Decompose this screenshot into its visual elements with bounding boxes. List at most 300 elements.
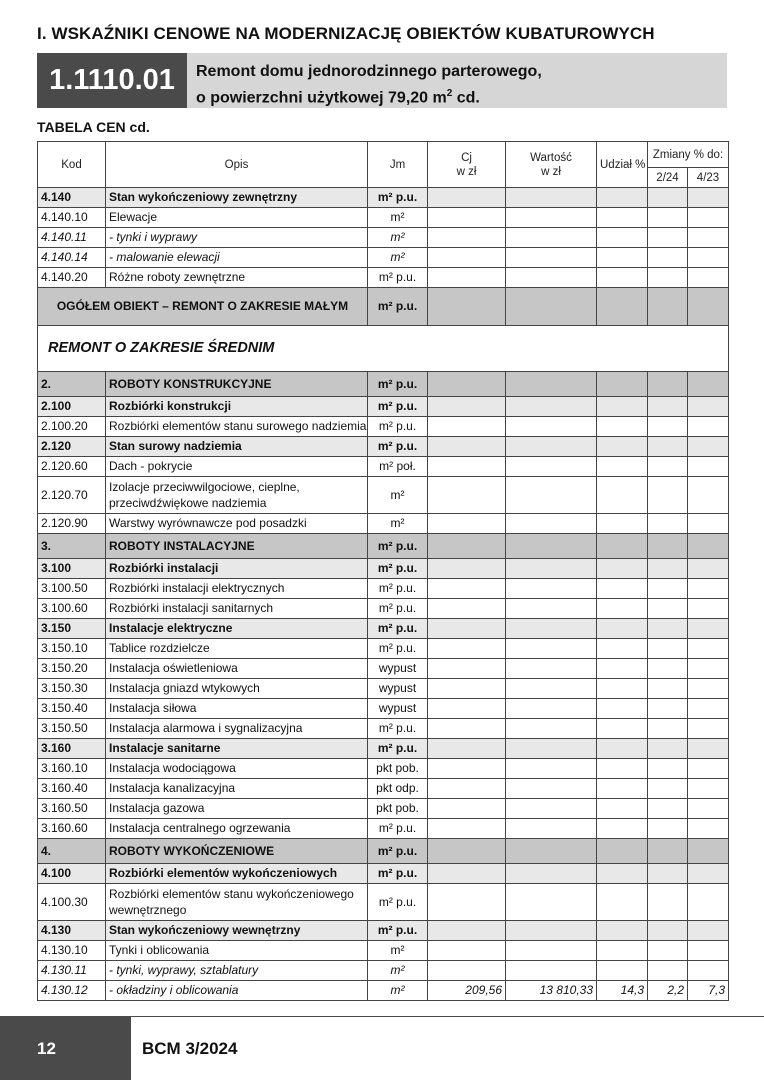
- cell-udzial: [597, 534, 648, 559]
- cell-z1: [648, 559, 688, 579]
- cell-cj: [428, 739, 506, 759]
- cell-kod: 3.150.20: [38, 659, 106, 679]
- table-row: [38, 248, 729, 268]
- cell-cj: [428, 921, 506, 941]
- cell-opis: Instalacje elektryczne: [106, 619, 368, 639]
- cell-wartosc: [506, 719, 597, 739]
- cell-opis: - tynki, wyprawy, sztablatury: [106, 961, 368, 981]
- cell-z2: [688, 208, 729, 228]
- table-row: [38, 941, 729, 961]
- cell-wartosc: [506, 639, 597, 659]
- cell-z1: [648, 397, 688, 417]
- cell-udzial: [597, 699, 648, 719]
- cell-z1: [648, 679, 688, 699]
- cell-kod: 4.100: [38, 864, 106, 884]
- cell-jm: m² p.u.: [368, 559, 428, 579]
- cell-udzial: [597, 248, 648, 268]
- table-row: [38, 599, 729, 619]
- cell-opis: - tynki i wyprawy: [106, 228, 368, 248]
- cell-udzial: [597, 599, 648, 619]
- cell-kod: 2.100: [38, 397, 106, 417]
- cell-opis: Instalacja kanalizacyjna: [106, 779, 368, 799]
- cell-z2: [688, 941, 729, 961]
- footer-rule: [131, 1016, 764, 1017]
- table-row: [38, 188, 729, 208]
- cell-wartosc: [506, 699, 597, 719]
- cell-kod: 2.120: [38, 437, 106, 457]
- cell-udzial: [597, 477, 648, 514]
- cell-udzial: [597, 779, 648, 799]
- cell-jm: m² p.u.: [368, 619, 428, 639]
- cell-udzial: [597, 228, 648, 248]
- cell-z1: [648, 619, 688, 639]
- table-row: [38, 961, 729, 981]
- cell-opis: OGÓŁEM OBIEKT – REMONT O ZAKRESIE MAŁYM: [38, 288, 368, 326]
- cell-z2: [688, 477, 729, 514]
- cell-cj: [428, 228, 506, 248]
- cell-z2: [688, 248, 729, 268]
- cell-jm: m² p.u.: [368, 268, 428, 288]
- cell-kod: 2.120.70: [38, 477, 106, 514]
- cell-wartosc: [506, 208, 597, 228]
- cell-kod: 4.140.11: [38, 228, 106, 248]
- cell-wartosc: [506, 941, 597, 961]
- cell-z2: [688, 417, 729, 437]
- cell-wartosc: [506, 619, 597, 639]
- cell-udzial: [597, 514, 648, 534]
- cell-opis: Rozbiórki elementów wykończeniowych: [106, 864, 368, 884]
- cell-kod: 2.120.60: [38, 457, 106, 477]
- cell-opis: ROBOTY WYKOŃCZENIOWE: [106, 839, 368, 864]
- cell-kod: 3.160.50: [38, 799, 106, 819]
- cell-z2: [688, 819, 729, 839]
- cell-jm: m² p.u.: [368, 839, 428, 864]
- col-header-udzial: Udział %: [597, 142, 648, 188]
- cell-jm: m²: [368, 941, 428, 961]
- cell-z1: [648, 659, 688, 679]
- table-row: [38, 326, 729, 372]
- cell-kod: 4.130: [38, 921, 106, 941]
- table-row: [38, 659, 729, 679]
- cell-kod: 3.160.40: [38, 779, 106, 799]
- col-header-zmiany: Zmiany % do:: [648, 142, 729, 168]
- cell-z2: [688, 372, 729, 397]
- table-row: [38, 288, 729, 326]
- cell-z2: [688, 679, 729, 699]
- cell-z2: [688, 921, 729, 941]
- cell-opis: Tynki i oblicowania: [106, 941, 368, 961]
- cell-z1: [648, 579, 688, 599]
- cell-udzial: [597, 659, 648, 679]
- cell-opis: Warstwy wyrównawcze pod posadzki: [106, 514, 368, 534]
- cell-z2: [688, 719, 729, 739]
- table-row: [38, 208, 729, 228]
- cell-opis: Instalacja centralnego ogrzewania: [106, 819, 368, 839]
- cell-cj: [428, 699, 506, 719]
- cell-kod: 4.130.12: [38, 981, 106, 1001]
- cell-z2: 7,3: [688, 981, 729, 1001]
- cell-cj: [428, 397, 506, 417]
- cell-z1: [648, 372, 688, 397]
- cell-opis: Elewacje: [106, 208, 368, 228]
- cell-z1: [648, 188, 688, 208]
- cell-kod: 3.100: [38, 559, 106, 579]
- cell-wartosc: [506, 514, 597, 534]
- table-row: [38, 514, 729, 534]
- cell-z1: [648, 884, 688, 921]
- cell-kod: 3.100.50: [38, 579, 106, 599]
- cell-cj: [428, 477, 506, 514]
- cell-jm: m² p.u.: [368, 372, 428, 397]
- cell-z2: [688, 799, 729, 819]
- table-title: TABELA CEN cd.: [37, 119, 150, 135]
- cell-jm: m² p.u.: [368, 417, 428, 437]
- object-description: [187, 53, 727, 108]
- cell-jm: wypust: [368, 679, 428, 699]
- object-code: 1.1110.01: [37, 53, 187, 108]
- cell-opis: Różne roboty zewnętrzne: [106, 268, 368, 288]
- col-header-kod: Kod: [38, 142, 106, 188]
- table-row: [38, 534, 729, 559]
- section-subheader: REMONT O ZAKRESIE ŚREDNIM: [38, 326, 729, 372]
- cell-cj: [428, 288, 506, 326]
- cell-z1: [648, 719, 688, 739]
- cell-jm: m² p.u.: [368, 534, 428, 559]
- cell-z2: [688, 864, 729, 884]
- cell-z2: [688, 268, 729, 288]
- cell-z2: [688, 884, 729, 921]
- cell-udzial: [597, 639, 648, 659]
- cell-jm: pkt odp.: [368, 779, 428, 799]
- cell-wartosc: [506, 397, 597, 417]
- cell-z1: [648, 268, 688, 288]
- cell-z2: [688, 457, 729, 477]
- cell-cj: [428, 659, 506, 679]
- cell-z2: [688, 599, 729, 619]
- cell-z2: [688, 759, 729, 779]
- cell-wartosc: [506, 437, 597, 457]
- cell-z1: [648, 699, 688, 719]
- cell-z1: [648, 437, 688, 457]
- cell-udzial: [597, 819, 648, 839]
- cell-z2: [688, 188, 729, 208]
- table-row: [38, 779, 729, 799]
- cell-cj: [428, 884, 506, 921]
- page-number: 12: [0, 1016, 131, 1080]
- cell-opis: Rozbiórki instalacji: [106, 559, 368, 579]
- cell-z1: [648, 599, 688, 619]
- cell-kod: 3.150.30: [38, 679, 106, 699]
- cell-z1: [648, 819, 688, 839]
- cell-udzial: [597, 437, 648, 457]
- cell-kod: 4.140.10: [38, 208, 106, 228]
- cell-wartosc: [506, 579, 597, 599]
- cell-opis: Stan surowy nadziemia: [106, 437, 368, 457]
- cell-kod: 3.160.60: [38, 819, 106, 839]
- table-row: [38, 699, 729, 719]
- cell-opis: Instalacja gazowa: [106, 799, 368, 819]
- cell-cj: [428, 534, 506, 559]
- cell-wartosc: [506, 839, 597, 864]
- cell-z1: [648, 639, 688, 659]
- cell-z2: [688, 397, 729, 417]
- cell-z1: [648, 228, 688, 248]
- table-row: [38, 619, 729, 639]
- cell-z1: [648, 779, 688, 799]
- cell-wartosc: [506, 799, 597, 819]
- cell-jm: m²: [368, 981, 428, 1001]
- table-row: [38, 579, 729, 599]
- cell-z2: [688, 961, 729, 981]
- cell-jm: m² p.u.: [368, 397, 428, 417]
- cell-udzial: [597, 559, 648, 579]
- cell-z1: [648, 739, 688, 759]
- cell-cj: [428, 457, 506, 477]
- cell-wartosc: [506, 884, 597, 921]
- cell-jm: m²: [368, 514, 428, 534]
- cell-kod: 4.140.14: [38, 248, 106, 268]
- col-header-z1: 2/24: [648, 168, 688, 188]
- cell-kod: 3.: [38, 534, 106, 559]
- cell-opis: ROBOTY INSTALACYJNE: [106, 534, 368, 559]
- table-row: [38, 559, 729, 579]
- cell-opis: - malowanie elewacji: [106, 248, 368, 268]
- cell-wartosc: [506, 417, 597, 437]
- col-header-wartosc: Wartość w zł: [506, 142, 597, 188]
- cell-udzial: [597, 208, 648, 228]
- cell-kod: 4.140: [38, 188, 106, 208]
- cell-opis: Stan wykończeniowy wewnętrzny: [106, 921, 368, 941]
- cell-jm: m²: [368, 248, 428, 268]
- table-row: [38, 884, 729, 921]
- cell-opis: Instalacja alarmowa i sygnalizacyjna: [106, 719, 368, 739]
- cell-opis: Rozbiórki elementów stanu surowego nadziemia: [106, 417, 368, 437]
- cell-jm: m² p.u.: [368, 437, 428, 457]
- cell-opis: Rozbiórki konstrukcji: [106, 397, 368, 417]
- cell-z2: [688, 559, 729, 579]
- cell-jm: m² p.u.: [368, 599, 428, 619]
- cell-wartosc: [506, 288, 597, 326]
- cell-jm: m²: [368, 961, 428, 981]
- cell-z1: [648, 839, 688, 864]
- cell-cj: [428, 679, 506, 699]
- cell-kod: 4.100.30: [38, 884, 106, 921]
- cell-kod: 2.100.20: [38, 417, 106, 437]
- cell-cj: [428, 188, 506, 208]
- cell-opis: Rozbiórki elementów stanu wykończeniowego wewnętrznego: [106, 884, 368, 921]
- cell-opis: Izolacje przeciwwilgociowe, cieplne, przeciwdźwiękowe nadziemia: [106, 477, 368, 514]
- cell-udzial: [597, 397, 648, 417]
- cell-opis: ROBOTY KONSTRUKCYJNE: [106, 372, 368, 397]
- cell-wartosc: [506, 228, 597, 248]
- cell-kod: 4.130.11: [38, 961, 106, 981]
- cell-kod: 3.160.10: [38, 759, 106, 779]
- cell-udzial: [597, 839, 648, 864]
- cell-udzial: [597, 739, 648, 759]
- cell-wartosc: [506, 534, 597, 559]
- section-title: I. WSKAŹNIKI CENOWE NA MODERNIZACJĘ OBIEKTÓW KUBATUROWYCH: [37, 24, 655, 43]
- cell-z1: [648, 864, 688, 884]
- cell-wartosc: [506, 739, 597, 759]
- cell-udzial: [597, 864, 648, 884]
- table-row: [38, 759, 729, 779]
- cell-cj: [428, 619, 506, 639]
- cell-cj: [428, 372, 506, 397]
- cell-cj: [428, 639, 506, 659]
- table-row: [38, 819, 729, 839]
- cell-cj: [428, 961, 506, 981]
- price-table: [37, 141, 729, 1001]
- cell-z2: [688, 288, 729, 326]
- cell-cj: [428, 799, 506, 819]
- cell-udzial: [597, 417, 648, 437]
- cell-kod: 3.150.40: [38, 699, 106, 719]
- cell-opis: Rozbiórki instalacji elektrycznych: [106, 579, 368, 599]
- cell-z1: [648, 477, 688, 514]
- table-row: [38, 981, 729, 1001]
- cell-wartosc: [506, 559, 597, 579]
- description-line2: o powierzchni użytkowej 79,20 $m^2$ cd.: [196, 88, 480, 107]
- cell-cj: [428, 599, 506, 619]
- cell-z2: [688, 659, 729, 679]
- cell-udzial: [597, 759, 648, 779]
- table-row: [38, 739, 729, 759]
- table-row: [38, 397, 729, 417]
- cell-cj: [428, 941, 506, 961]
- cell-cj: [428, 437, 506, 457]
- cell-wartosc: [506, 819, 597, 839]
- cell-cj: [428, 208, 506, 228]
- cell-cj: [428, 819, 506, 839]
- cell-udzial: [597, 579, 648, 599]
- table-row: [38, 639, 729, 659]
- cell-z1: [648, 799, 688, 819]
- cell-opis: Instalacja siłowa: [106, 699, 368, 719]
- cell-z2: [688, 534, 729, 559]
- cell-kod: 4.130.10: [38, 941, 106, 961]
- table-row: [38, 799, 729, 819]
- cell-jm: m² p.u.: [368, 921, 428, 941]
- cell-kod: 4.: [38, 839, 106, 864]
- cell-cj: [428, 839, 506, 864]
- cell-opis: Instalacja wodociągowa: [106, 759, 368, 779]
- cell-udzial: [597, 619, 648, 639]
- cell-udzial: [597, 268, 648, 288]
- cell-wartosc: [506, 961, 597, 981]
- cell-kod: 3.100.60: [38, 599, 106, 619]
- cell-z2: [688, 437, 729, 457]
- cell-cj: [428, 248, 506, 268]
- table-row: [38, 719, 729, 739]
- cell-wartosc: [506, 779, 597, 799]
- cell-z1: [648, 248, 688, 268]
- cell-jm: m²: [368, 208, 428, 228]
- table-row: [38, 437, 729, 457]
- cell-cj: [428, 719, 506, 739]
- cell-udzial: [597, 961, 648, 981]
- cell-wartosc: [506, 599, 597, 619]
- table-row: [38, 372, 729, 397]
- cell-kod: 4.140.20: [38, 268, 106, 288]
- cell-z1: [648, 961, 688, 981]
- cell-cj: [428, 579, 506, 599]
- cell-opis: Dach - pokrycie: [106, 457, 368, 477]
- cell-z1: [648, 417, 688, 437]
- cell-jm: m²: [368, 477, 428, 514]
- cell-z2: [688, 514, 729, 534]
- cell-opis: Rozbiórki instalacji sanitarnych: [106, 599, 368, 619]
- cell-z2: [688, 739, 729, 759]
- cell-jm: pkt pob.: [368, 799, 428, 819]
- table-row: [38, 679, 729, 699]
- cell-jm: pkt pob.: [368, 759, 428, 779]
- cell-udzial: [597, 921, 648, 941]
- table-row: [38, 864, 729, 884]
- cell-z2: [688, 699, 729, 719]
- cell-kod: 3.150: [38, 619, 106, 639]
- cell-udzial: 14,3: [597, 981, 648, 1001]
- cell-cj: [428, 759, 506, 779]
- cell-z2: [688, 779, 729, 799]
- cell-z1: 2,2: [648, 981, 688, 1001]
- cell-kod: 3.150.50: [38, 719, 106, 739]
- cell-wartosc: [506, 679, 597, 699]
- cell-z1: [648, 514, 688, 534]
- cell-opis: Instalacja gniazd wtykowych: [106, 679, 368, 699]
- cell-z1: [648, 759, 688, 779]
- cell-jm: m²: [368, 228, 428, 248]
- cell-wartosc: [506, 659, 597, 679]
- cell-wartosc: 13 810,33: [506, 981, 597, 1001]
- col-header-jm: Jm: [368, 142, 428, 188]
- table-row: [38, 228, 729, 248]
- cell-opis: - okładziny i oblicowania: [106, 981, 368, 1001]
- cell-z2: [688, 619, 729, 639]
- cell-wartosc: [506, 372, 597, 397]
- cell-wartosc: [506, 921, 597, 941]
- cell-jm: m² p.u.: [368, 819, 428, 839]
- cell-z2: [688, 839, 729, 864]
- cell-cj: 209,56: [428, 981, 506, 1001]
- cell-wartosc: [506, 188, 597, 208]
- publication-title: BCM 3/2024: [142, 1039, 238, 1058]
- cell-jm: m² p.u.: [368, 288, 428, 326]
- cell-kod: 3.150.10: [38, 639, 106, 659]
- cell-jm: wypust: [368, 659, 428, 679]
- cell-z1: [648, 457, 688, 477]
- table-row: [38, 268, 729, 288]
- cell-wartosc: [506, 248, 597, 268]
- cell-kod: 2.120.90: [38, 514, 106, 534]
- cell-wartosc: [506, 864, 597, 884]
- cell-udzial: [597, 288, 648, 326]
- cell-jm: m² p.u.: [368, 719, 428, 739]
- cell-udzial: [597, 799, 648, 819]
- cell-jm: m² p.u.: [368, 864, 428, 884]
- table-row: [38, 477, 729, 514]
- cell-wartosc: [506, 477, 597, 514]
- cell-udzial: [597, 372, 648, 397]
- cell-z2: [688, 579, 729, 599]
- cell-wartosc: [506, 457, 597, 477]
- cell-kod: 2.: [38, 372, 106, 397]
- cell-udzial: [597, 188, 648, 208]
- cell-opis: Instalacje sanitarne: [106, 739, 368, 759]
- cell-udzial: [597, 457, 648, 477]
- table-row: [38, 839, 729, 864]
- col-header-cj: Cj w zł: [428, 142, 506, 188]
- cell-opis: Stan wykończeniowy zewnętrzny: [106, 188, 368, 208]
